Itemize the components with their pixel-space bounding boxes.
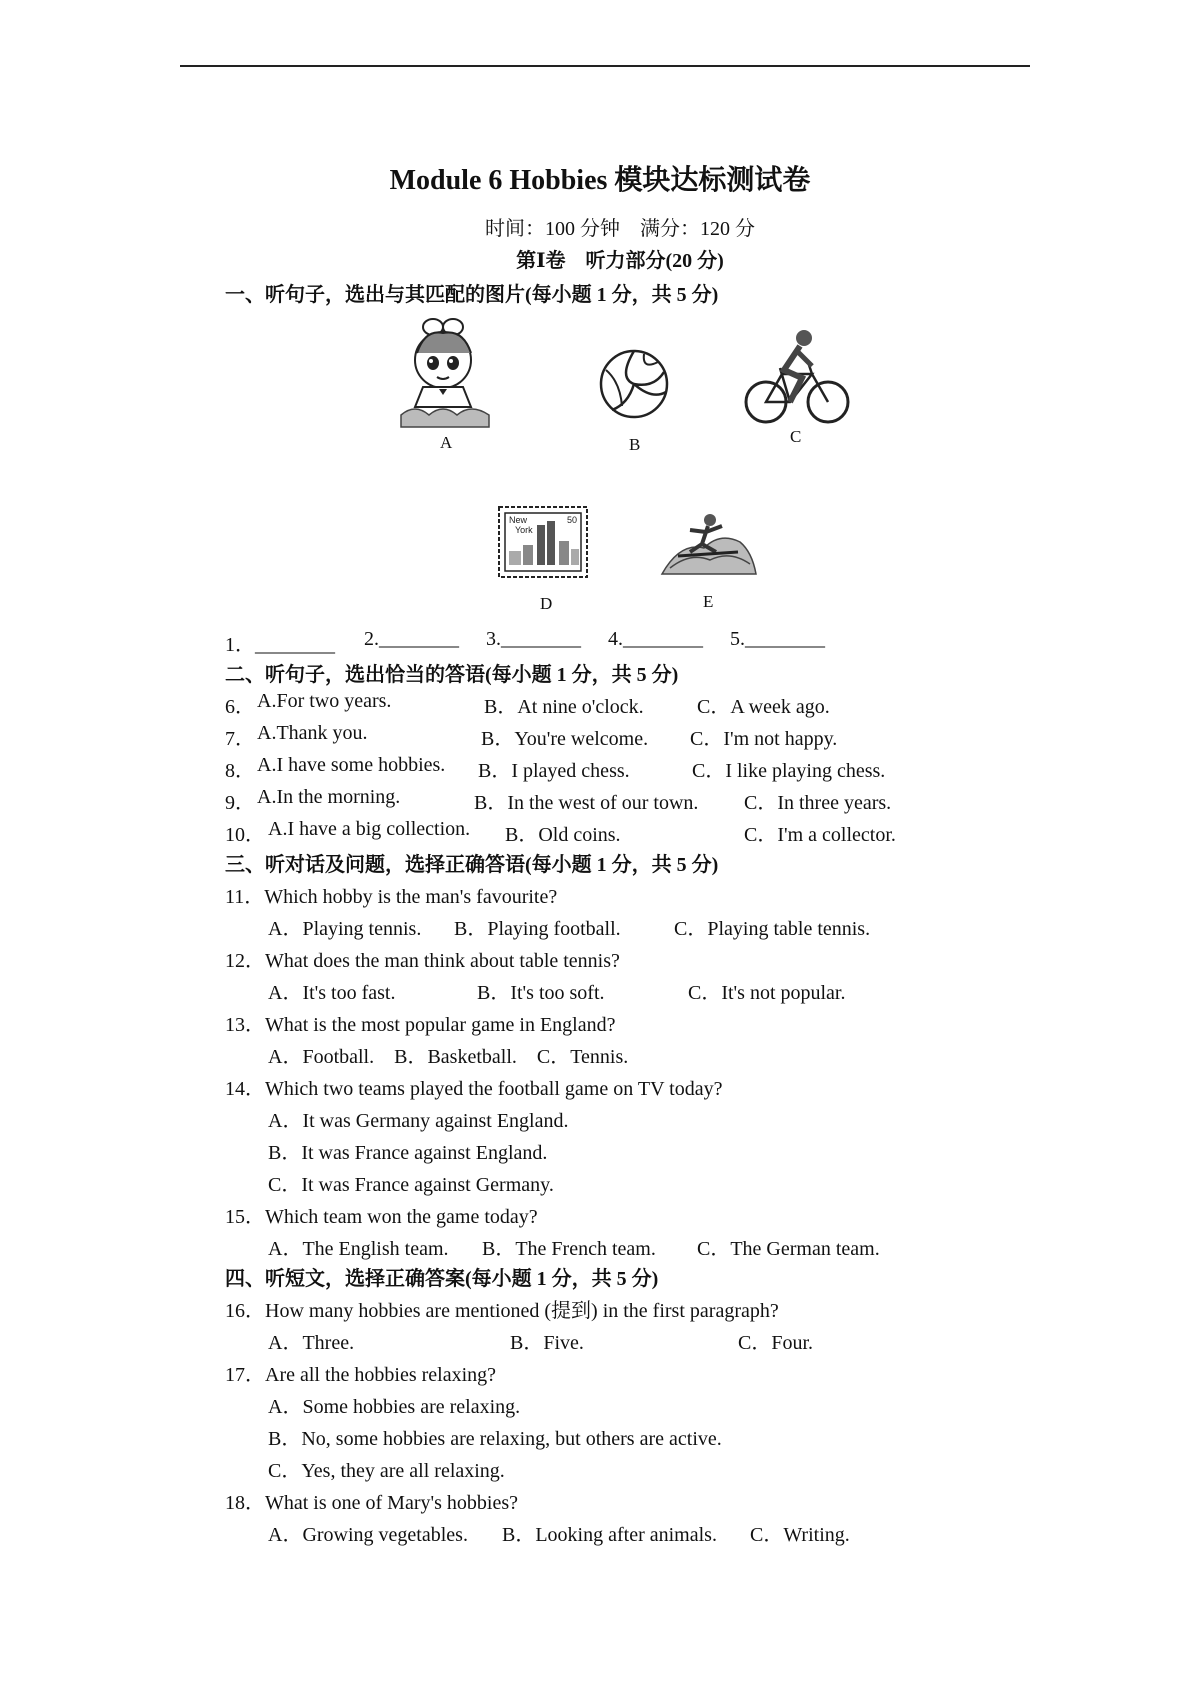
picture-label-e: E (703, 592, 714, 611)
cyclist-picture (742, 326, 852, 428)
option-b[interactable]: B．Looking after animals. (502, 1524, 717, 1546)
exam-meta: 时间：100 分钟 满分：120 分 (485, 218, 755, 240)
picture-label-b: B (629, 435, 641, 454)
part-heading: 第Ⅰ卷 听力部分(20 分) (516, 250, 724, 272)
stamp-text-york: York (515, 525, 533, 535)
option-c[interactable]: C．Four. (738, 1332, 814, 1354)
option-a[interactable]: A.For two years. (257, 690, 392, 712)
question-number: 10． (225, 824, 265, 846)
volleyball-picture (598, 348, 670, 420)
option-a[interactable]: A．Growing vegetables. (268, 1524, 468, 1546)
surfer-picture (660, 512, 758, 578)
answer-blank-1[interactable]: 1．________ (225, 634, 335, 656)
option-c[interactable]: C．It's not popular. (688, 982, 846, 1004)
option-a[interactable]: A.I have a big collection. (268, 818, 471, 840)
option-b[interactable]: B．In the west of our town. (474, 792, 699, 814)
option-a[interactable]: A．It was Germany against England. (268, 1110, 569, 1132)
question-18: 18．What is one of Mary's hobbies? (225, 1492, 518, 1514)
question-14: 14．Which two teams played the football game on TV today? (225, 1078, 723, 1100)
option-c[interactable]: C．A week ago. (697, 696, 830, 718)
option-b[interactable]: B．It was France against England. (268, 1142, 548, 1164)
option-b[interactable]: B．At nine o'clock. (484, 696, 644, 718)
option-c[interactable]: C．Yes, they are all relaxing. (268, 1460, 505, 1482)
question-number: 6． (225, 696, 255, 718)
option-a[interactable]: A．The English team. (268, 1238, 449, 1260)
option-b[interactable]: B．It's too soft. (477, 982, 605, 1004)
answer-blank-5[interactable]: 5.________ (730, 628, 825, 650)
top-rule (180, 65, 1030, 67)
picture-label-d: D (540, 594, 553, 613)
section-1-heading: 一、听句子，选出与其匹配的图片(每小题 1 分，共 5 分) (225, 284, 719, 306)
answer-blank-4[interactable]: 4.________ (608, 628, 703, 650)
question-number: 8． (225, 760, 255, 782)
option-b[interactable]: B．I played chess. (478, 760, 630, 782)
answer-blank-2[interactable]: 2.________ (364, 628, 459, 650)
cartoon-girl-picture (395, 315, 495, 433)
stamp-value: 50 (567, 515, 578, 525)
option-a[interactable]: A．Playing tennis. (268, 918, 422, 940)
question-13: 13．What is the most popular game in England? (225, 1014, 616, 1036)
option-b[interactable]: B．Five. (510, 1332, 584, 1354)
section-4-heading: 四、听短文，选择正确答案(每小题 1 分，共 5 分) (225, 1268, 659, 1290)
option-a[interactable]: A.Thank you. (257, 722, 368, 744)
question-11: 11．Which hobby is the man's favourite? (225, 886, 558, 908)
stamp-text-new: New (509, 515, 528, 525)
option-b[interactable]: B．No, some hobbies are relaxing, but others are active. (268, 1428, 722, 1450)
option-c[interactable]: C．I like playing chess. (692, 760, 886, 782)
question-12: 12．What does the man think about table tennis? (225, 950, 620, 972)
picture-label-a: A (440, 433, 453, 452)
option-a[interactable]: A.I have some hobbies. (257, 754, 446, 776)
option-c[interactable]: C．I'm a collector. (744, 824, 896, 846)
section-2-heading: 二、听句子，选出恰当的答语(每小题 1 分，共 5 分) (225, 664, 679, 686)
question-number: 7． (225, 728, 255, 750)
option-b[interactable]: B．Old coins. (505, 824, 621, 846)
option-c[interactable]: C．The German team. (697, 1238, 880, 1260)
option-a[interactable]: A．It's too fast. (268, 982, 396, 1004)
option-c[interactable]: C．It was France against Germany. (268, 1174, 554, 1196)
option-a[interactable]: A．Some hobbies are relaxing. (268, 1396, 521, 1418)
options-13[interactable]: A．Football. B．Basketball. C．Tennis. (268, 1046, 629, 1068)
option-b[interactable]: B．Playing football. (454, 918, 621, 940)
option-a[interactable]: A．Three. (268, 1332, 355, 1354)
option-a[interactable]: A.In the morning. (257, 786, 401, 808)
option-c[interactable]: C．I'm not happy. (690, 728, 838, 750)
question-number: 9． (225, 792, 255, 814)
option-c[interactable]: C．Writing. (750, 1524, 850, 1546)
stamp-picture (497, 505, 589, 579)
option-b[interactable]: B．You're welcome. (481, 728, 649, 750)
answer-blank-3[interactable]: 3.________ (486, 628, 581, 650)
option-b[interactable]: B．The French team. (482, 1238, 656, 1260)
question-17: 17．Are all the hobbies relaxing? (225, 1364, 497, 1386)
question-16: 16．How many hobbies are mentioned (提到) in the first paragraph? (225, 1300, 779, 1322)
option-c[interactable]: C．In three years. (744, 792, 892, 814)
question-15: 15．Which team won the game today? (225, 1206, 538, 1228)
page-title: Module 6 Hobbies 模块达标测试卷 (389, 165, 811, 196)
option-c[interactable]: C．Playing table tennis. (674, 918, 871, 940)
picture-label-c: C (790, 427, 802, 446)
section-3-heading: 三、听对话及问题，选择正确答语(每小题 1 分，共 5 分) (225, 854, 719, 876)
